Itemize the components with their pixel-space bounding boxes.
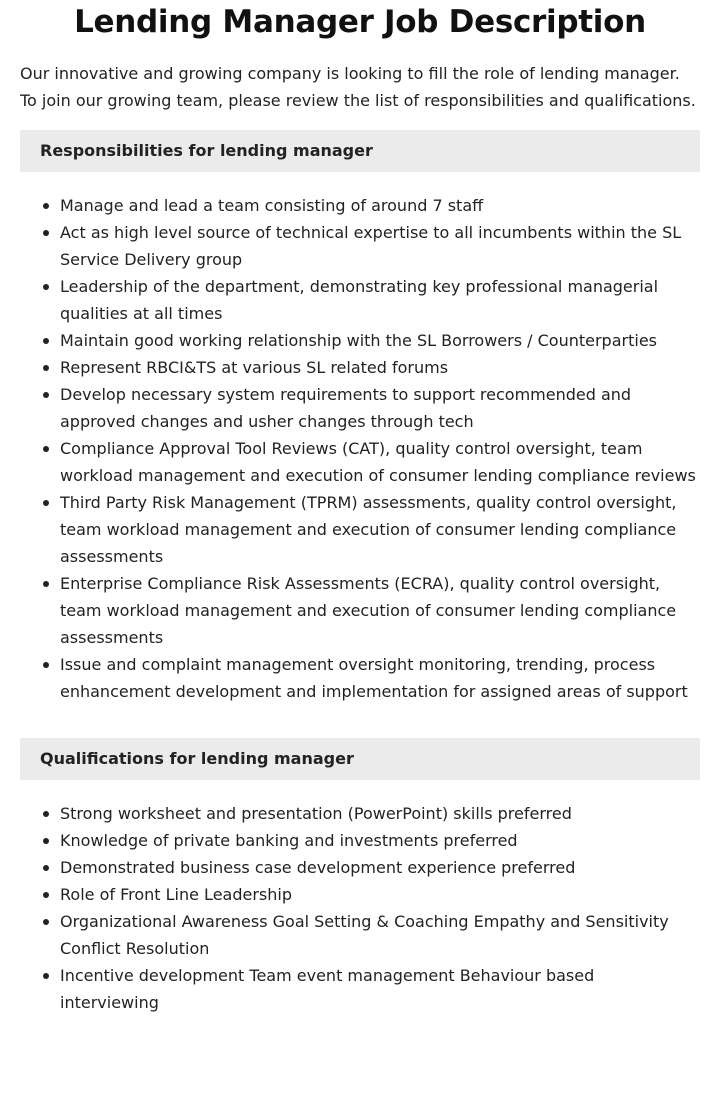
page-title: Lending Manager Job Description [74, 4, 646, 40]
responsibility-item: Maintain good working relationship with the SL Borrowers / Counterparties [60, 327, 700, 354]
qualifications-heading: Qualifications for lending manager [20, 738, 700, 780]
responsibility-item: Leadership of the department, demonstrating key professional managerial qualities at all times [60, 273, 700, 327]
qualification-item: Strong worksheet and presentation (PowerPoint) skills preferred [60, 800, 700, 827]
responsibility-item: Develop necessary system requirements to support recommended and approved changes and usher changes through tech [60, 381, 700, 435]
responsibility-item: Manage and lead a team consisting of around 7 staff [60, 192, 700, 219]
qualification-item: Demonstrated business case development experience preferred [60, 854, 700, 881]
qualification-item: Role of Front Line Leadership [60, 881, 700, 908]
responsibility-item: Represent RBCI&TS at various SL related forums [60, 354, 700, 381]
intro-paragraph: Our innovative and growing company is looking to fill the role of lending manager. To join our growing team, please review the list of responsibilities and qualifications. [20, 64, 696, 110]
responsibility-item: Compliance Approval Tool Reviews (CAT), quality control oversight, team workload management and execution of consumer lending compliance reviews [60, 435, 700, 489]
qualifications-list [20, 800, 700, 1016]
qualification-item: Knowledge of private banking and investments preferred [60, 827, 700, 854]
responsibility-item: Enterprise Compliance Risk Assessments (ECRA), quality control oversight, team workload management and execution of consumer lending compliance assessments [60, 570, 700, 651]
responsibility-item: Issue and complaint management oversight monitoring, trending, process enhancement development and implementation for assigned areas of support [60, 651, 700, 705]
qualification-item: Incentive development Team event management Behaviour based interviewing [60, 962, 700, 1016]
qualification-item: Organizational Awareness Goal Setting & Coaching Empathy and Sensitivity Conflict Resolution [60, 908, 700, 962]
responsibility-item: Third Party Risk Management (TPRM) assessments, quality control oversight, team workload management and execution of consumer lending compliance assessments [60, 489, 700, 570]
responsibility-item: Act as high level source of technical expertise to all incumbents within the SL Service Delivery group [60, 219, 700, 273]
responsibilities-heading: Responsibilities for lending manager [20, 130, 700, 172]
responsibilities-list [20, 192, 700, 705]
